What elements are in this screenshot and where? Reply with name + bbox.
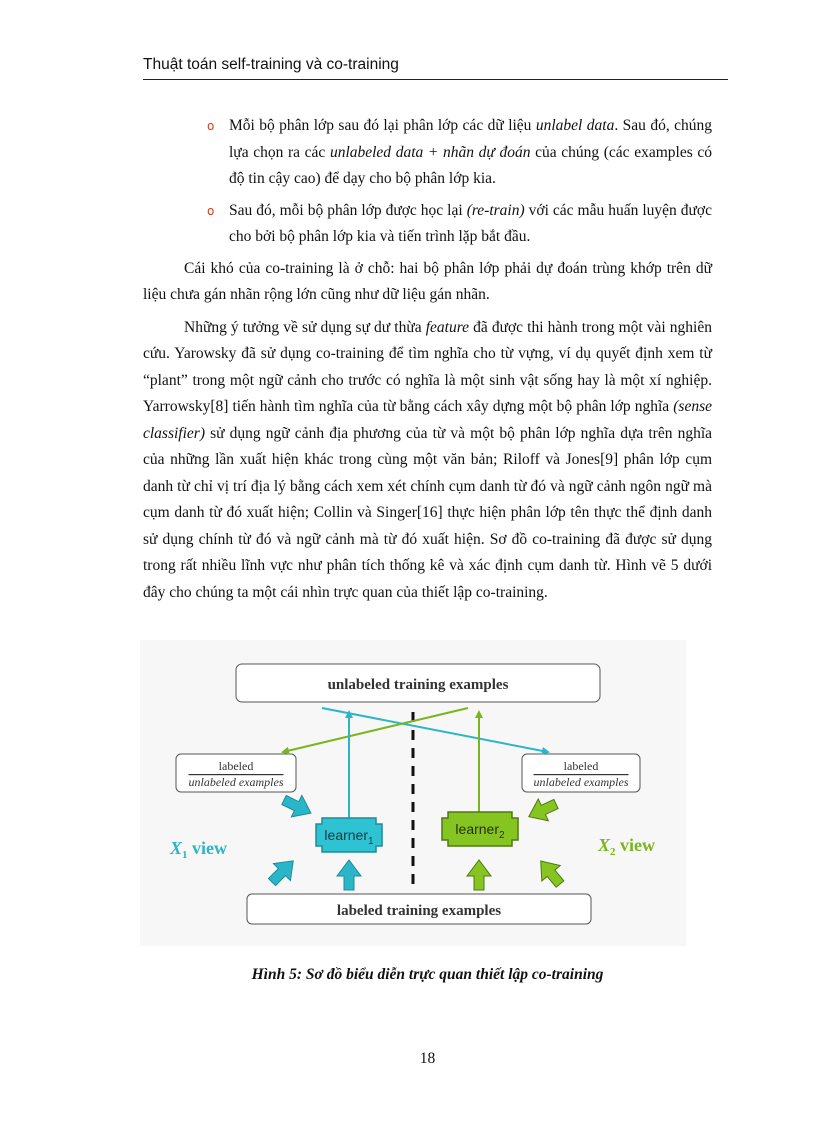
bullet-emphasis: (re-train) — [466, 201, 525, 219]
left-box-line1: labeled — [218, 759, 254, 773]
bullet-circle-icon: o — [207, 203, 215, 218]
bullet-list — [143, 113, 712, 251]
bullet-item — [143, 198, 712, 251]
x2-subscript: 2 — [610, 846, 616, 858]
paragraph — [143, 315, 712, 607]
cyan-cross-arrow — [322, 708, 548, 752]
learner1-subscript: 1 — [368, 836, 374, 847]
figure-caption: Hình 5: Sơ đồ biểu diễn trực quan thiết lập co-training — [251, 966, 604, 983]
x1-symbol: X — [170, 838, 183, 858]
left-box-line2: unlabeled examples — [188, 775, 284, 789]
header-rule — [143, 79, 728, 80]
paragraph-emphasis: feature — [425, 318, 470, 336]
paragraph: Cái khó của co-training là ở chỗ: hai bộ phân lớp phải dự đoán trùng khớp trên dữ liệu chưa gán nhãn rộng lớn cũng như dữ liệu gán nhãn. — [143, 259, 712, 303]
paragraph-text: Những ý tưởng về sử dụng sự dư thừa — [184, 318, 426, 336]
diagram-svg — [140, 640, 686, 946]
x1-subscript: 1 — [182, 849, 188, 861]
page-number: 18 — [419, 1050, 436, 1067]
x2-view-text: view — [615, 835, 656, 855]
unlabeled-pool-label: unlabeled training examples — [327, 677, 509, 693]
page-header: Thuật toán self-training và co-training — [143, 56, 399, 73]
labeled-pool-label: labeled training examples — [336, 903, 502, 919]
co-training-diagram — [140, 640, 686, 946]
paragraph-emphasis: (sense classifier) — [143, 398, 712, 442]
learner2-subscript: 2 — [499, 830, 505, 841]
paragraph-text: đã được thi hành trong một vài nghiên cứu. Yarowsky đã sử dụng co-training để tìm nghĩa cho từ vựng, ví dụ quyết định xem từ “plant” trong một ngữ cảnh cho trước có nghĩa là một sinh vật sống hay là một xí nghiệp. Yarrowsky[8] tiến hành tìm nghĩa của từ bằng cách xây dựng một bộ phân lớp nghĩa — [143, 318, 712, 415]
x2-symbol: X — [598, 835, 611, 855]
bullet-emphasis: unlabel data — [535, 117, 615, 134]
green-cross-arrow — [283, 708, 468, 752]
bullet-text: của chúng (các examples có độ tin cậy cao) để dạy cho bộ phân lớp kia. — [229, 143, 712, 187]
green-block-arrow-bottom — [467, 860, 491, 890]
cyan-block-arrow-lower — [264, 852, 302, 890]
bullet-text: Mỗi bộ phân lớp sau đó lại phân lớp các dữ liệu — [229, 117, 536, 134]
learner1-base: learner — [324, 827, 369, 843]
bullet-text: . Sau đó, chúng lựa chọn ra các — [229, 117, 712, 161]
bullet-emphasis: unlabeled data + nhãn dự đoán — [329, 143, 531, 161]
x1-view-label — [169, 838, 227, 861]
right-box-line2: unlabeled examples — [533, 775, 629, 789]
bullet-circle-icon: o — [207, 119, 215, 133]
bullet-text: Sau đó, mỗi bộ phân lớp được học lại — [229, 201, 467, 219]
cyan-block-arrow-bottom — [337, 860, 361, 890]
green-block-arrow-lower — [532, 853, 570, 891]
right-box-line1: labeled — [563, 759, 599, 773]
paragraph-text: sử dụng ngữ cảnh địa phương của từ và một bộ phân lớp nghĩa dựa trên nghĩa của những lần xuất hiện khác trong cùng một văn bản; Riloff và Jones[9] phân lớp cụm danh từ chỉ vị trí địa lý bằng cách xem xét chính cụm danh từ đó và ngữ cảnh ngôn ngữ mà cụm danh từ đó xuất hiện; Collin và Singer[16] thực hiện phân lớp tên thực thể định danh sử dụng chính từ đó và ngữ cảnh mà từ đó xuất hiện. Sơ đồ co-training đã được sử dụng trong rất nhiều lĩnh vực như phân tích thống kê và xác định cụm danh từ. Hình vẽ 5 dưới đây cho chúng ta một cái nhìn trực quan của thiết lập co-training. — [143, 424, 712, 601]
learner2-base: learner — [455, 821, 500, 837]
bullet-text: với các mẫu huấn luyện được cho bởi bộ phân lớp kia và tiến trình lặp bắt đầu. — [229, 201, 712, 245]
x1-view-text: view — [187, 838, 228, 858]
cyan-block-arrow-upper — [279, 789, 316, 824]
x2-view-label — [597, 835, 655, 858]
green-block-arrow-upper — [524, 793, 561, 827]
body-text — [143, 113, 712, 606]
bullet-item — [143, 113, 712, 193]
